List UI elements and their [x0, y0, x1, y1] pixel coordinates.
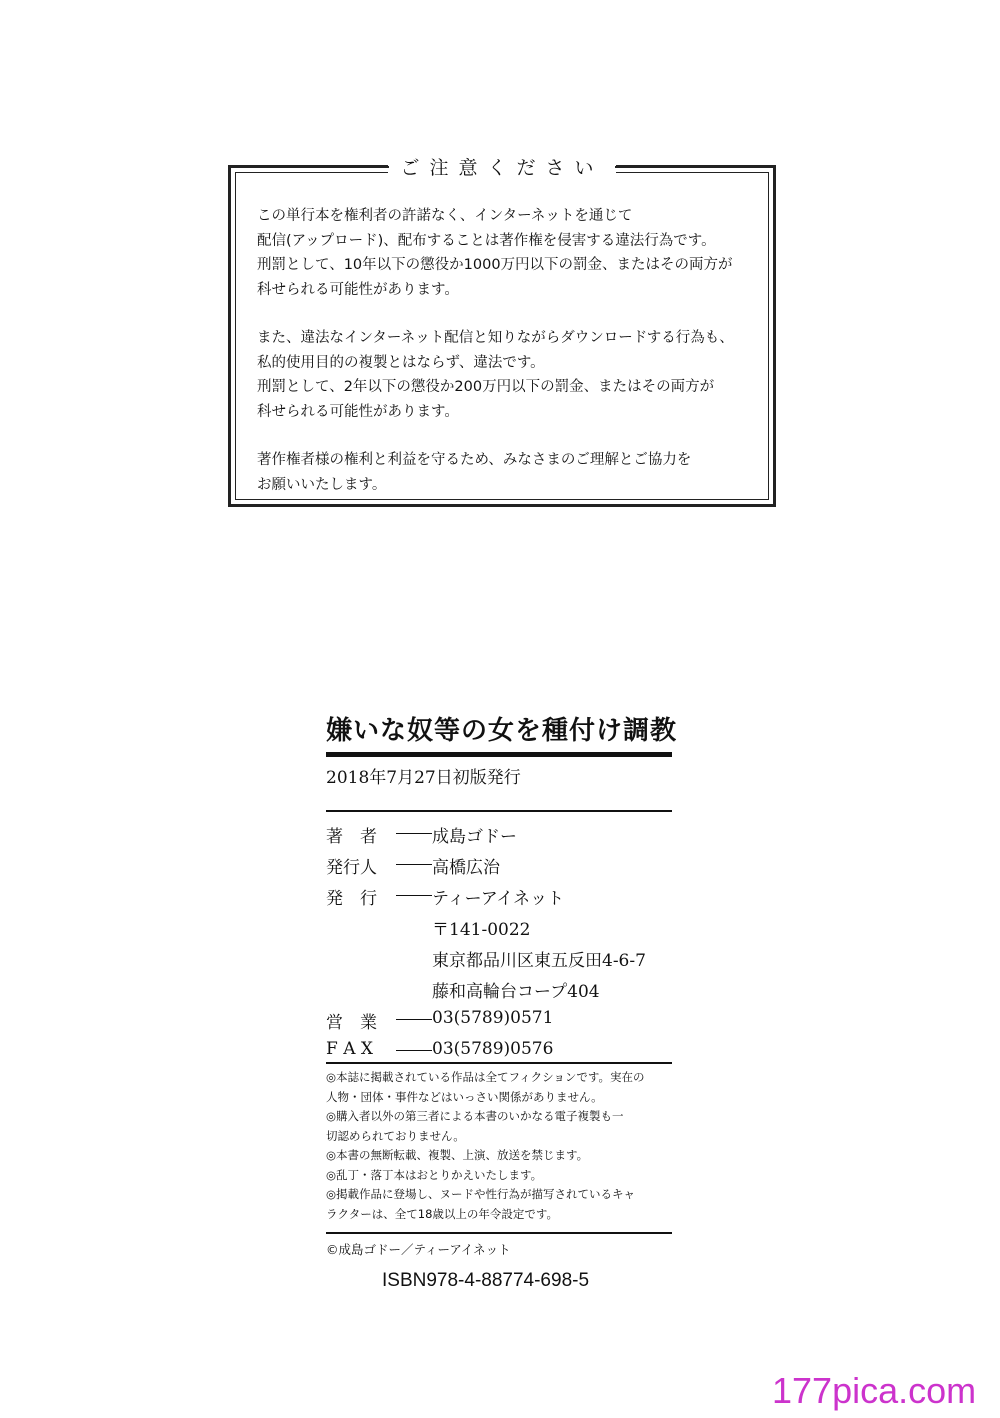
leader-dash — [396, 1050, 432, 1070]
notice-paragraph-1 — [257, 204, 759, 302]
notice-paragraph-3 — [257, 448, 759, 497]
disclaimer-line: 人物・団体・事件などはいっさい関係がありません。 — [326, 1089, 603, 1104]
leader-dash — [396, 833, 432, 853]
postal-code: 〒141-0022 — [432, 920, 531, 940]
publisher-person-label: 発行人 — [326, 858, 377, 878]
sales-phone: 03(5789)0571 — [432, 1008, 554, 1028]
watermark: 177pica.com — [772, 1370, 977, 1411]
title-dash-left — [369, 166, 389, 168]
notice-line: 配信(アップロード)、配布することは著作権を侵害する違法行為です。 — [257, 232, 716, 249]
colophon-rule — [326, 1062, 672, 1064]
title-dash-right — [615, 166, 635, 168]
colophon — [326, 822, 646, 1070]
title-rule — [326, 752, 672, 757]
publisher-person-row — [326, 853, 646, 884]
leader-dash — [396, 1019, 432, 1039]
notice-line: 私的使用目的の複製とはならず、違法です。 — [257, 354, 545, 371]
notice-line: 著作権者様の権利と利益を守るため、みなさまのご理解とご協力を — [257, 452, 692, 468]
notice-line: この単行本を権利者の許諾なく、インターネットを通じて — [257, 208, 633, 224]
publisher-row — [326, 884, 646, 915]
notice-title — [231, 153, 773, 180]
disclaimer-line: ◎掲載作品に登場し、ヌードや性行為が描写されているキャ — [326, 1187, 636, 1201]
disclaimers — [326, 1068, 678, 1224]
disclaimer-line: ラクターは、全て18歳以上の年令設定です。 — [326, 1206, 558, 1221]
disclaimer-line: ◎購入者以外の第三者による本書のいかなる電子複製も一 — [326, 1109, 624, 1123]
book-title: 嫌いな奴等の女を種付け調教 — [326, 716, 678, 746]
notice-line: 科せられる可能性があります。 — [257, 403, 459, 420]
leader-dash — [396, 864, 432, 884]
notice-line: また、違法なインターネット配信と知りながらダウンロードする行為も、 — [257, 330, 734, 346]
address-line-1: 東京都品川区東五反田4-6-7 — [432, 951, 646, 971]
author-name: 成島ゴドー — [432, 827, 517, 847]
author-row — [326, 822, 646, 853]
disclaimer-line: ◎本誌に掲載されている作品は全てフィクションです。実在の — [326, 1070, 645, 1084]
sales-label: 営 業 — [326, 1013, 377, 1033]
notice-paragraph-2 — [257, 326, 759, 424]
publisher-person-name: 高橋広治 — [432, 858, 500, 878]
fax-label: F A X — [326, 1039, 373, 1059]
disclaimer-line: ◎本書の無断転載、複製、上演、放送を禁じます。 — [326, 1148, 589, 1162]
leader-dash — [396, 895, 432, 915]
sales-row — [326, 1008, 646, 1039]
disclaimer-line: ◎乱丁・落丁本はおとりかえいたします。 — [326, 1167, 543, 1182]
notice-line: 科せられる可能性があります。 — [257, 281, 459, 298]
fax-number: 03(5789)0576 — [432, 1039, 554, 1059]
fax-row — [326, 1039, 646, 1070]
edition-date: 2018年7月27日初版発行 — [326, 768, 521, 788]
publisher-name: ティーアイネット — [432, 889, 565, 909]
isbn: ISBN978-4-88774-698-5 — [382, 1270, 590, 1291]
publisher-label: 発 行 — [326, 889, 377, 909]
author-label: 著 者 — [326, 827, 377, 847]
notice-title-text: ご注意ください — [388, 157, 615, 179]
notice-body — [257, 204, 759, 521]
address-line-2: 藤和高輪台コープ404 — [432, 982, 600, 1002]
edition-rule — [326, 810, 672, 812]
copyright: ©成島ゴドー／ティーアイネット — [326, 1242, 511, 1257]
notice-line: 刑罰として、2年以下の懲役か200万円以下の罰金、またはその両方が — [257, 379, 715, 395]
notice-box — [228, 157, 776, 507]
notice-line: お願いいたします。 — [257, 476, 387, 493]
disclaimer-rule — [326, 1232, 672, 1234]
disclaimer-line: 切認められておりません。 — [326, 1128, 465, 1143]
notice-line: 刑罰として、10年以下の懲役か1000万円以下の罰金、またはその両方が — [257, 257, 733, 273]
